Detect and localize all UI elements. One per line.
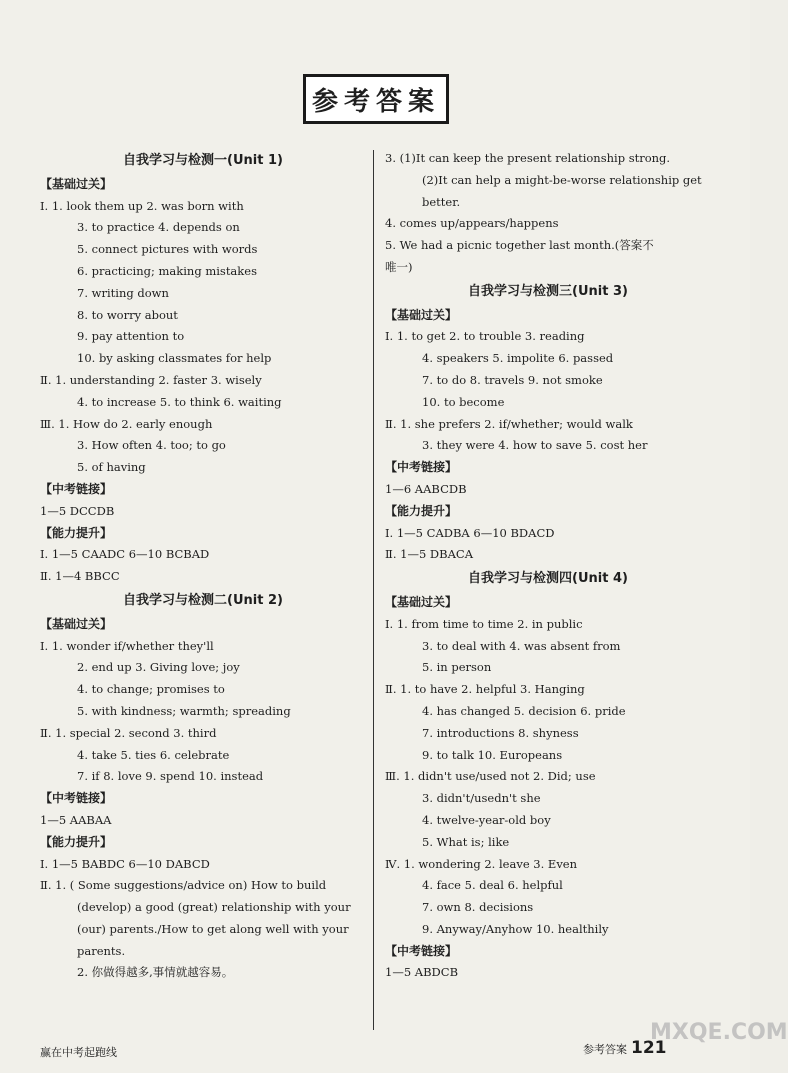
answer-line: 1—5 AABAA bbox=[40, 812, 112, 827]
section-heading: 【能力提升】 bbox=[40, 525, 113, 540]
answer-line: Ⅰ. 1. wonder if/whether they'll bbox=[40, 638, 214, 653]
answer-line: Ⅰ. 1. look them up 2. was born with bbox=[40, 198, 244, 213]
column-divider bbox=[373, 150, 374, 1030]
page-title: 参考答案 bbox=[303, 74, 449, 124]
answer-line: 3. to practice 4. depends on bbox=[77, 220, 240, 235]
answer-line: Ⅱ. 1. she prefers 2. if/whether; would walk bbox=[385, 416, 633, 431]
answer-line: 5. with kindness; warmth; spreading bbox=[77, 703, 291, 718]
answer-line: 4. has changed 5. decision 6. pride bbox=[422, 703, 626, 718]
answer-line: 9. pay attention to bbox=[77, 329, 185, 344]
section-heading: 【能力提升】 bbox=[385, 503, 458, 518]
unit-heading: 自我学习与检测二(Unit 2) bbox=[123, 592, 283, 608]
left-column bbox=[40, 148, 366, 984]
answer-line: 1—6 AABCDB bbox=[385, 481, 467, 496]
answer-line: 10. by asking classmates for help bbox=[77, 351, 272, 366]
answer-line: 7. introductions 8. shyness bbox=[422, 725, 579, 740]
unit-heading: 自我学习与检测四(Unit 4) bbox=[468, 571, 628, 587]
footer-series-name: 赢在中考起跑线 bbox=[40, 1046, 117, 1059]
section-heading: 【中考链接】 bbox=[40, 481, 113, 496]
answer-line: 5. of having bbox=[77, 460, 146, 475]
answer-line: 4. to change; promises to bbox=[77, 682, 225, 697]
answer-line: 7. writing down bbox=[77, 285, 169, 300]
answer-line: (develop) a good (great) relationship with your (our) parents./How to get along well with your parents. bbox=[77, 900, 351, 958]
section-heading: 【中考链接】 bbox=[40, 791, 113, 806]
section-heading: 【基础过关】 bbox=[385, 594, 458, 609]
answer-line: 3. (1)It can keep the present relationship strong. bbox=[385, 151, 671, 165]
answer-line: Ⅲ. 1. How do 2. early enough bbox=[40, 416, 213, 431]
answer-line: 2. 你做得越多,事情就越容易。 bbox=[77, 965, 234, 980]
answer-line: 3. didn't/usedn't she bbox=[422, 791, 541, 806]
answer-line: 9. Anyway/Anyhow 10. healthily bbox=[422, 921, 609, 936]
answer-line: 7. if 8. love 9. spend 10. instead bbox=[77, 769, 264, 784]
section-heading: 【基础过关】 bbox=[40, 176, 113, 191]
answer-line: Ⅰ. 1. to get 2. to trouble 3. reading bbox=[385, 329, 585, 344]
answer-line: 4. to increase 5. to think 6. waiting bbox=[77, 394, 282, 409]
answer-line: 4. twelve-year-old boy bbox=[422, 812, 551, 827]
answer-line: 1—5 ABDCB bbox=[385, 965, 459, 980]
answer-line: 3. How often 4. too; to go bbox=[77, 438, 226, 453]
answer-line: Ⅰ. 1—5 BABDC 6—10 DABCD bbox=[40, 856, 210, 871]
answer-line: Ⅰ. 1—5 CAADC 6—10 BCBAD bbox=[40, 547, 210, 562]
answer-line: Ⅱ. 1. understanding 2. faster 3. wisely bbox=[40, 372, 262, 387]
answer-line: Ⅱ. 1. to have 2. helpful 3. Hanging bbox=[385, 682, 585, 697]
answer-line: 9. to talk 10. Europeans bbox=[422, 747, 563, 762]
answer-line: 4. comes up/appears/happens bbox=[385, 216, 559, 231]
watermark-logo: MXQE.COM bbox=[650, 1020, 788, 1045]
footer-section-label: 参考答案 bbox=[583, 1043, 627, 1056]
section-heading: 【中考链接】 bbox=[385, 460, 458, 475]
answer-line: 7. to do 8. travels 9. not smoke bbox=[422, 372, 603, 387]
answer-line: Ⅱ. 1. ( Some suggestions/advice on) How to build bbox=[40, 878, 327, 893]
answer-line: 5. in person bbox=[422, 660, 492, 675]
answer-line: 唯一) bbox=[385, 259, 413, 274]
answer-line: 4. take 5. ties 6. celebrate bbox=[77, 747, 230, 762]
section-heading: 【中考链接】 bbox=[385, 943, 458, 958]
answer-line: Ⅱ. 1. special 2. second 3. third bbox=[40, 725, 217, 740]
unit-heading: 自我学习与检测一(Unit 1) bbox=[123, 153, 283, 168]
answer-line: 8. to worry about bbox=[77, 307, 178, 322]
answer-line: 5. What is; like bbox=[422, 834, 510, 849]
answer-line: Ⅰ. 1. from time to time 2. in public bbox=[385, 616, 583, 631]
answer-line: 2. end up 3. Giving love; joy bbox=[77, 660, 240, 675]
answer-line: 7. own 8. decisions bbox=[422, 900, 534, 915]
answer-line: Ⅳ. 1. wondering 2. leave 3. Even bbox=[385, 856, 578, 871]
right-column bbox=[385, 148, 711, 984]
page-number: 121 bbox=[631, 1038, 667, 1058]
answer-line: 5. connect pictures with words bbox=[77, 242, 258, 257]
answer-line: 3. they were 4. how to save 5. cost her bbox=[422, 438, 648, 453]
answer-line: Ⅱ. 1—5 DBACA bbox=[385, 547, 473, 562]
answer-line: Ⅲ. 1. didn't use/used not 2. Did; use bbox=[385, 769, 596, 784]
answer-line: 3. to deal with 4. was absent from bbox=[422, 638, 621, 653]
answer-line: 6. practicing; making mistakes bbox=[77, 263, 257, 278]
section-heading: 【基础过关】 bbox=[385, 307, 458, 322]
answer-line: 4. speakers 5. impolite 6. passed bbox=[422, 351, 614, 366]
answer-line: 10. to become bbox=[422, 394, 505, 409]
section-heading: 【基础过关】 bbox=[40, 616, 113, 631]
answer-line: (2)It can help a might-be-worse relationship get better. bbox=[422, 172, 702, 209]
answer-line: 4. face 5. deal 6. helpful bbox=[422, 878, 563, 893]
section-heading: 【能力提升】 bbox=[40, 834, 113, 849]
answer-line: 5. We had a picnic together last month.(答案不 bbox=[385, 238, 654, 253]
unit-heading: 自我学习与检测三(Unit 3) bbox=[468, 283, 628, 299]
answer-line: 1—5 DCCDB bbox=[40, 503, 115, 518]
answer-line: Ⅱ. 1—4 BBCC bbox=[40, 569, 120, 584]
answer-line: Ⅰ. 1—5 CADBA 6—10 BDACD bbox=[385, 525, 555, 540]
